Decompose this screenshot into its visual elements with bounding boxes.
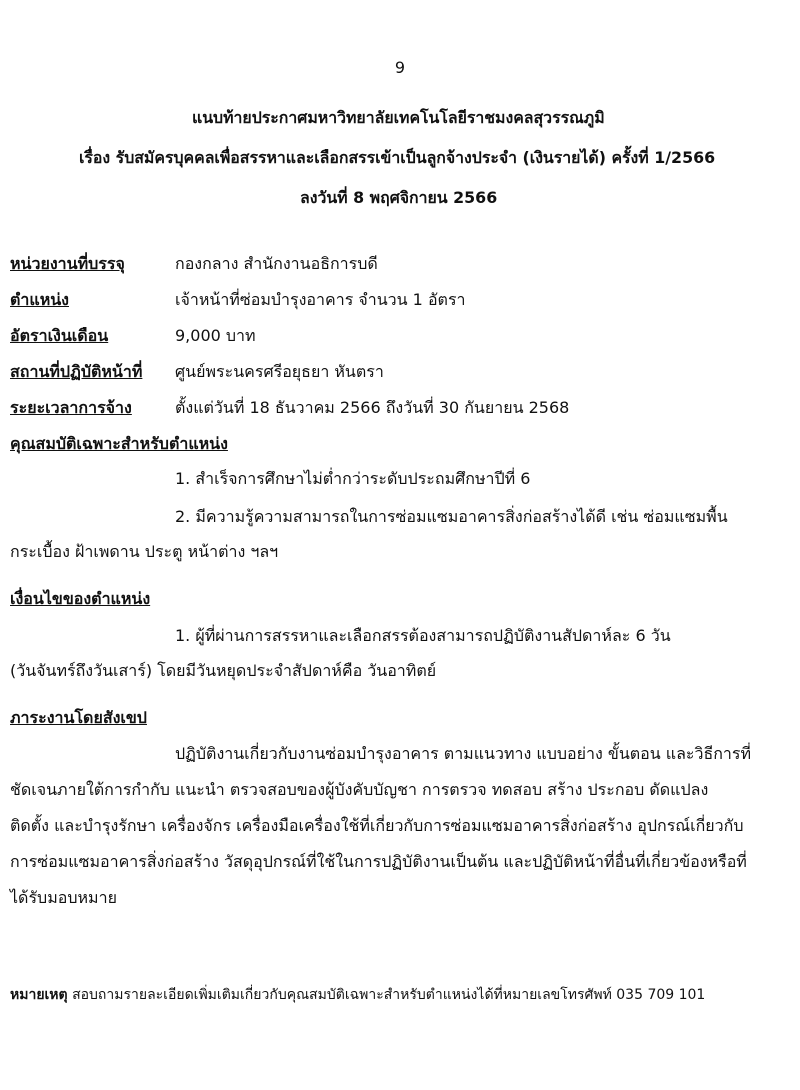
note-text: สอบถามรายละเอียดเพิ่มเติมเกี่ยวกับคุณสมบัติเฉพาะสำหรับตำแหน่งได้ที่หมายเลขโทรศัพท์ 035 709 101 (72, 987, 706, 1003)
info-label: ตำแหน่ง (10, 290, 69, 309)
info-value: ตั้งแต่วันที่ 18 ธันวาคม 2566 ถึงวันที่ 30 กันยายน 2568 (175, 398, 570, 417)
announcement-heading (0, 98, 800, 218)
duties-line-2: ชัดเจนภายใต้การกำกับ แนะนำ ตรวจสอบของผู้บังคับบัญชา การตรวจ ทดสอบ สร้าง ประกอบ ดัดแปลง (10, 780, 709, 799)
heading-line-1: แนบท้ายประกาศมหาวิทยาลัยเทคโนโลยีราชมงคลสุวรรณภูมิ (191, 108, 605, 127)
duties-line-5: ได้รับมอบหมาย (10, 888, 117, 907)
conditions-title: เงื่อนไขของตำแหน่ง (10, 589, 151, 608)
info-row-salary (10, 324, 256, 349)
info-label: หน่วยงานที่บรรจุ (10, 254, 125, 273)
info-row-employment-period (10, 396, 569, 421)
note-label: หมายเหตุ (10, 987, 68, 1003)
qualification-item-2-line-1 (175, 505, 790, 530)
footnote (10, 984, 705, 1006)
info-value: ศูนย์พระนครศรีอยุธยา หันตรา (175, 362, 384, 381)
qualification-item-1: 1. สำเร็จการศึกษาไม่ต่ำกว่าระดับประถมศึกษาปีที่ 6 (175, 469, 531, 488)
info-row-department (10, 252, 378, 277)
condition-item-1-line-2: (วันจันทร์ถึงวันเสาร์) โดยมีวันหยุดประจำสัปดาห์คือ วันอาทิตย์ (10, 661, 437, 680)
info-label: ระยะเวลาการจ้าง (10, 398, 132, 417)
duties-line-1: ปฏิบัติงานเกี่ยวกับงานซ่อมบำรุงอาคาร ตามแนวทาง แบบอย่าง ขั้นตอน และวิธีการที่ (175, 744, 752, 763)
heading-line-2: เรื่อง รับสมัครบุคคลเพื่อสรรหาและเลือกสรรเข้าเป็นลูกจ้างประจำ (เงินรายได้) ครั้งที่ 1/2566 (78, 148, 715, 167)
info-label: อัตราเงินเดือน (10, 326, 109, 345)
qualification-item-2-text: 2. มีความรู้ความสามารถในการซ่อมแซมอาคารสิ่งก่อสร้างได้ดี เช่น ซ่อมแซมพื้น (175, 507, 728, 526)
duties-line-4: การซ่อมแซมอาคารสิ่งก่อสร้าง วัสดุอุปกรณ์ที่ใช้ในการปฏิบัติงานเป็นต้น และปฏิบัติหน้าที่อื่นที่เกี่ยวข้องหรือที่ (10, 852, 747, 871)
info-value: 9,000 บาท (175, 326, 256, 345)
condition-item-1-line-1: 1. ผู้ที่ผ่านการสรรหาและเลือกสรรต้องสามารถปฏิบัติงานสัปดาห์ละ 6 วัน (175, 626, 671, 645)
duties-title: ภาระงานโดยสังเขป (10, 708, 147, 727)
info-value: เจ้าหน้าที่ซ่อมบำรุงอาคาร จำนวน 1 อัตรา (175, 290, 466, 309)
info-label: สถานที่ปฏิบัติหน้าที่ (10, 362, 143, 381)
heading-line-3: ลงวันที่ 8 พฤศจิกายน 2566 (300, 188, 498, 207)
qualification-item-2-line-2: กระเบื้อง ฝ้าเพดาน ประตู หน้าต่าง ฯลฯ (10, 542, 279, 561)
info-row-position (10, 288, 466, 313)
info-row-workplace (10, 360, 384, 385)
duties-line-3: ติดตั้ง และบำรุงรักษา เครื่องจักร เครื่องมือเครื่องใช้ที่เกี่ยวกับการซ่อมแซมอาคารสิ่งก่อสร้าง อุปกรณ์เกี่ยวกับ (10, 816, 744, 835)
page-number: 9 (394, 58, 406, 77)
info-value: กองกลาง สำนักงานอธิการบดี (175, 254, 378, 273)
qualifications-title: คุณสมบัติเฉพาะสำหรับตำแหน่ง (10, 434, 228, 453)
